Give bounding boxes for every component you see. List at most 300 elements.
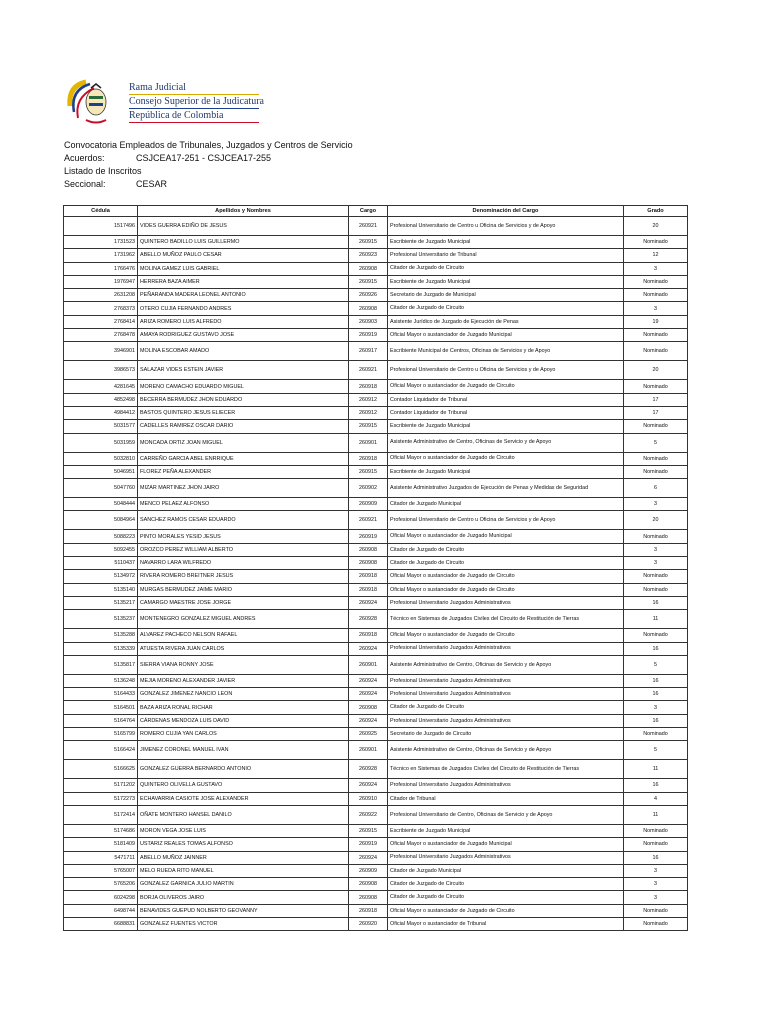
cell-grado: Nominado xyxy=(624,917,688,930)
inscritos-table xyxy=(63,205,688,931)
cell-grado: 20 xyxy=(624,511,688,530)
cell-nombre: GONZALEZ GARNICA JULIO MARTIN xyxy=(138,878,349,891)
cell-nombre: GONZALEZ JIMENEZ NANCIO LEON xyxy=(138,688,349,701)
cell-nombre: OROZCO PEREZ WILLIAM ALBERTO xyxy=(138,543,349,556)
table-row xyxy=(64,701,688,714)
cell-denominacion: Escribiente de Juzgado Municipal xyxy=(388,236,624,249)
cell-grado: 3 xyxy=(624,543,688,556)
cell-grado: Nominado xyxy=(624,838,688,851)
cell-cargo: 260925 xyxy=(349,728,388,741)
institution-name-3: República de Colombia xyxy=(129,110,224,121)
institution-name-1: Rama Judicial xyxy=(129,82,186,93)
acuerdos-label: Acuerdos: xyxy=(64,153,105,163)
table-row xyxy=(64,433,688,452)
cell-cargo: 260912 xyxy=(349,406,388,419)
cell-cedula: 5135339 xyxy=(64,642,138,655)
cell-cargo: 260901 xyxy=(349,741,388,760)
cell-grado: 3 xyxy=(624,878,688,891)
cell-cargo: 260915 xyxy=(349,420,388,433)
cell-nombre: BECERRA BERMUDEZ JHON EDUARDO xyxy=(138,393,349,406)
header-cedula: Cédula xyxy=(64,206,138,217)
cell-cedula: 5046951 xyxy=(64,465,138,478)
cell-nombre: MIZAR MARTINEZ JHON JAIRO xyxy=(138,479,349,498)
cell-nombre: MENCO PELAEZ ALFONSO xyxy=(138,498,349,511)
cell-grado: 5 xyxy=(624,655,688,674)
cell-cedula: 6024298 xyxy=(64,891,138,904)
cell-cedula: 1731523 xyxy=(64,236,138,249)
cell-denominacion: Oficial Mayor o sustanciador de Tribunal xyxy=(388,917,624,930)
cell-cargo: 260908 xyxy=(349,302,388,315)
cell-denominacion: Citador de Tribunal xyxy=(388,792,624,805)
table-row xyxy=(64,570,688,583)
cell-grado: 17 xyxy=(624,406,688,419)
cell-cargo: 260920 xyxy=(349,917,388,930)
cell-grado: Nominado xyxy=(624,236,688,249)
cell-denominacion: Profesional Universitario de Centro u Oficina de Servicios y de Apoyo xyxy=(388,511,624,530)
cell-grado: Nominado xyxy=(624,452,688,465)
cell-nombre: AMAYA RODRIGUEZ GUSTAVO JOSE xyxy=(138,329,349,342)
cell-denominacion: Técnico en Sistemas de Juzgados Civiles del Circuito de Restitución de Tierras xyxy=(388,760,624,779)
cell-grado: 11 xyxy=(624,610,688,629)
cell-cedula: 5765206 xyxy=(64,878,138,891)
cell-grado: 3 xyxy=(624,302,688,315)
cell-grado: Nominado xyxy=(624,329,688,342)
cell-grado: 3 xyxy=(624,891,688,904)
cell-denominacion: Oficial Mayor o sustanciador de Juzgado de Circuito xyxy=(388,904,624,917)
cell-cedula: 4281645 xyxy=(64,380,138,393)
cell-cargo: 260908 xyxy=(349,543,388,556)
cell-cedula: 3946901 xyxy=(64,342,138,361)
cell-nombre: RIVERA ROMERO BREITNER JESUS xyxy=(138,570,349,583)
table-row xyxy=(64,728,688,741)
cell-cedula: 5110437 xyxy=(64,557,138,570)
cell-nombre: ABELLO MUÑOZ JAINNER xyxy=(138,851,349,864)
cell-cargo: 260924 xyxy=(349,642,388,655)
cell-cedula: 2631208 xyxy=(64,289,138,302)
cell-denominacion: Secretario de Juzgado de Municipal xyxy=(388,289,624,302)
cell-grado: 19 xyxy=(624,315,688,328)
cell-grado: 16 xyxy=(624,596,688,609)
cell-denominacion: Profesional Universitario de Centro u Oficina de Servicios y de Apoyo xyxy=(388,217,624,236)
seccional-label: Seccional: xyxy=(64,179,106,189)
cell-nombre: QUINTERO OLIVELLA GUSTAVO xyxy=(138,779,349,792)
cell-denominacion: Escribiente Municipal de Centros, Oficinas de Servicios y de Apoyo xyxy=(388,342,624,361)
table-row xyxy=(64,904,688,917)
cell-cargo: 260917 xyxy=(349,342,388,361)
cell-cargo: 260922 xyxy=(349,805,388,824)
cell-cargo: 260908 xyxy=(349,557,388,570)
cell-grado: 11 xyxy=(624,805,688,824)
cell-grado: 3 xyxy=(624,498,688,511)
cell-grado: Nominado xyxy=(624,289,688,302)
cell-cedula: 1976947 xyxy=(64,275,138,288)
cell-cedula: 5174686 xyxy=(64,824,138,837)
cell-cedula: 5171202 xyxy=(64,779,138,792)
cell-cedula: 5135288 xyxy=(64,629,138,642)
table-row xyxy=(64,393,688,406)
cell-cargo: 260915 xyxy=(349,236,388,249)
cell-denominacion: Técnico en Sistemas de Juzgados Civiles del Circuito de Restitución de Tierras xyxy=(388,610,624,629)
cell-cargo: 260901 xyxy=(349,433,388,452)
table-row xyxy=(64,779,688,792)
cell-nombre: SANCHEZ RAMOS CESAR EDUARDO xyxy=(138,511,349,530)
table-row xyxy=(64,792,688,805)
cell-nombre: ALVAREZ PACHECO NELSON RAFAEL xyxy=(138,629,349,642)
cell-nombre: ATUESTA RIVERA JUAN CARLOS xyxy=(138,642,349,655)
cell-grado: Nominado xyxy=(624,420,688,433)
cell-grado: 16 xyxy=(624,642,688,655)
cell-cedula: 5172273 xyxy=(64,792,138,805)
cell-denominacion: Citador de Juzgado de Circuito xyxy=(388,543,624,556)
table-row xyxy=(64,878,688,891)
cell-cargo: 260924 xyxy=(349,851,388,864)
table-row xyxy=(64,380,688,393)
cell-denominacion: Asistente Jurídico de Juzgado de Ejecución de Penas xyxy=(388,315,624,328)
table-row xyxy=(64,674,688,687)
cell-nombre: BORJA OLIVEROS JAIRO xyxy=(138,891,349,904)
cell-cedula: 6688831 xyxy=(64,917,138,930)
cell-grado: Nominado xyxy=(624,465,688,478)
table-row xyxy=(64,236,688,249)
cell-nombre: CAMARGO MAESTRE JOSE JORGE xyxy=(138,596,349,609)
cell-nombre: SALAZAR VIDES ESTEIN JAVIER xyxy=(138,361,349,380)
cell-cedula: 5031577 xyxy=(64,420,138,433)
cell-cedula: 5136248 xyxy=(64,674,138,687)
cell-grado: 3 xyxy=(624,262,688,275)
cell-nombre: QUINTERO BADILLO LUIS GUILLERMO xyxy=(138,236,349,249)
cell-denominacion: Asistente Administrativo de Centro, Oficinas de Servicio y de Apoyo xyxy=(388,433,624,452)
table-row xyxy=(64,498,688,511)
cell-denominacion: Citador de Juzgado de Circuito xyxy=(388,557,624,570)
cell-cargo: 260924 xyxy=(349,596,388,609)
cell-denominacion: Contador Liquidador de Tribunal xyxy=(388,406,624,419)
table-row xyxy=(64,642,688,655)
table-row xyxy=(64,824,688,837)
cell-denominacion: Profesional Universitario Juzgados Administrativos xyxy=(388,779,624,792)
cell-denominacion: Escribiente de Juzgado Municipal xyxy=(388,824,624,837)
table-row xyxy=(64,583,688,596)
cell-grado: Nominado xyxy=(624,728,688,741)
cell-nombre: FLOREZ PEÑA ALEXANDER xyxy=(138,465,349,478)
cell-cargo: 260903 xyxy=(349,315,388,328)
cell-denominacion: Profesional Universitario de Centro, Oficinas de Servicio y de Apoyo xyxy=(388,805,624,824)
cell-cargo: 260915 xyxy=(349,275,388,288)
cell-cedula: 5471711 xyxy=(64,851,138,864)
cell-cargo: 260908 xyxy=(349,891,388,904)
cell-cargo: 260909 xyxy=(349,498,388,511)
cell-cedula: 3986573 xyxy=(64,361,138,380)
cell-cedula: 4852498 xyxy=(64,393,138,406)
cell-nombre: MONCADA ORTIZ JOAN MIGUEL xyxy=(138,433,349,452)
cell-denominacion: Oficial Mayor o sustanciador de Juzgado Municipal xyxy=(388,530,624,543)
cell-nombre: MEJIA MORENO ALEXANDER JAVIER xyxy=(138,674,349,687)
cell-denominacion: Citador de Juzgado de Circuito xyxy=(388,262,624,275)
cell-cargo: 260919 xyxy=(349,838,388,851)
header-nombres: Apellidos y Nombres xyxy=(138,206,349,217)
cell-denominacion: Citador de Juzgado de Circuito xyxy=(388,701,624,714)
cell-cedula: 2768478 xyxy=(64,329,138,342)
table-row xyxy=(64,557,688,570)
table-row xyxy=(64,838,688,851)
table-row xyxy=(64,851,688,864)
cell-cargo: 260918 xyxy=(349,570,388,583)
cell-denominacion: Oficial Mayor o sustanciador de Juzgado de Circuito xyxy=(388,629,624,642)
cell-cedula: 5135217 xyxy=(64,596,138,609)
cell-cargo: 260921 xyxy=(349,511,388,530)
cell-nombre: CARREÑO GARCIA ABEL ENRRIQUE xyxy=(138,452,349,465)
colombia-coat-of-arms-icon xyxy=(64,76,122,126)
cell-nombre: CADELLES RAMIREZ OSCAR DARIO xyxy=(138,420,349,433)
table-row xyxy=(64,610,688,629)
seccional-value: CESAR xyxy=(136,179,168,189)
acuerdos-value: CSJCEA17-251 - CSJCEA17-255 xyxy=(136,153,272,163)
cell-cargo: 260918 xyxy=(349,904,388,917)
cell-denominacion: Profesional Universitario Juzgados Administrativos xyxy=(388,714,624,727)
cell-grado: Nominado xyxy=(624,342,688,361)
cell-denominacion: Profesional Universitario Juzgados Administrativos xyxy=(388,688,624,701)
cell-cargo: 260910 xyxy=(349,792,388,805)
cell-denominacion: Asistente Administrativo de Centro, Oficinas de Servicio y de Apoyo xyxy=(388,741,624,760)
cell-grado: Nominado xyxy=(624,275,688,288)
table-body xyxy=(64,217,688,931)
cell-cargo: 260921 xyxy=(349,361,388,380)
cell-cargo: 260924 xyxy=(349,714,388,727)
cell-cedula: 1766476 xyxy=(64,262,138,275)
cell-grado: 16 xyxy=(624,714,688,727)
cell-cedula: 5135237 xyxy=(64,610,138,629)
cell-cedula: 5031959 xyxy=(64,433,138,452)
cell-grado: 5 xyxy=(624,433,688,452)
cell-denominacion: Oficial Mayor o sustanciador de Juzgado de Circuito xyxy=(388,380,624,393)
table-row xyxy=(64,289,688,302)
table-row xyxy=(64,805,688,824)
cell-grado: 20 xyxy=(624,217,688,236)
cell-cedula: 5048444 xyxy=(64,498,138,511)
cell-denominacion: Citador de Juzgado Municipal xyxy=(388,864,624,877)
cell-denominacion: Asistente Administrativo Juzgados de Ejecución de Penas y Medidas de Seguridad xyxy=(388,479,624,498)
cell-grado: 16 xyxy=(624,674,688,687)
cell-denominacion: Escribiente de Juzgado Municipal xyxy=(388,465,624,478)
cell-nombre: GONZALEZ FUENTES VICTOR xyxy=(138,917,349,930)
table-row xyxy=(64,530,688,543)
cell-grado: 3 xyxy=(624,701,688,714)
cell-grado: 11 xyxy=(624,760,688,779)
table-row xyxy=(64,596,688,609)
header-grado: Grado xyxy=(624,206,688,217)
cell-cargo: 260928 xyxy=(349,610,388,629)
cell-denominacion: Oficial Mayor o sustanciador de Juzgado de Circuito xyxy=(388,570,624,583)
cell-cargo: 260902 xyxy=(349,479,388,498)
cell-denominacion: Secretario de Juzgado de Circuito xyxy=(388,728,624,741)
cell-nombre: MOLINA GAMEZ LUIS GABRIEL xyxy=(138,262,349,275)
cell-nombre: MOLINA ESCOBAR AMADO xyxy=(138,342,349,361)
cell-denominacion: Citador de Juzgado Municipal xyxy=(388,498,624,511)
cell-cedula: 5088223 xyxy=(64,530,138,543)
cell-cedula: 5134972 xyxy=(64,570,138,583)
cell-denominacion: Profesional Universitario Juzgados Administrativos xyxy=(388,642,624,655)
cell-nombre: BASTOS QUINTERO JESUS ELIECER xyxy=(138,406,349,419)
cell-cargo: 260924 xyxy=(349,688,388,701)
cell-denominacion: Profesional Universitario Juzgados Administrativos xyxy=(388,851,624,864)
cell-nombre: USTARIZ REALES TOMAS ALFONSO xyxy=(138,838,349,851)
cell-nombre: ABELLO MUÑOZ PAULO CESAR xyxy=(138,249,349,262)
cell-grado: Nominado xyxy=(624,570,688,583)
cell-cargo: 260921 xyxy=(349,217,388,236)
cell-cedula: 5164433 xyxy=(64,688,138,701)
cell-nombre: NAVARRO LARA WILFREDO xyxy=(138,557,349,570)
cell-cedula: 5172414 xyxy=(64,805,138,824)
cell-nombre: VIDES GUERRA EDIÑO DE JESUS xyxy=(138,217,349,236)
cell-nombre: PINTO MORALES YESID JESUS xyxy=(138,530,349,543)
cell-nombre: ROMERO CUJIA YAN CARLOS xyxy=(138,728,349,741)
cell-cedula: 5092455 xyxy=(64,543,138,556)
cell-nombre: SIERRA VIANA RONNY JOSE xyxy=(138,655,349,674)
table-row xyxy=(64,543,688,556)
cell-cargo: 260926 xyxy=(349,289,388,302)
cell-cargo: 260918 xyxy=(349,629,388,642)
table-row xyxy=(64,760,688,779)
cell-cedula: 5084964 xyxy=(64,511,138,530)
cell-cedula: 1517496 xyxy=(64,217,138,236)
cell-nombre: OÑATE MONTERO HANSEL DANILO xyxy=(138,805,349,824)
cell-cedula: 2768373 xyxy=(64,302,138,315)
cell-cargo: 260901 xyxy=(349,655,388,674)
cell-cedula: 5166424 xyxy=(64,741,138,760)
cell-nombre: HERRERA BAZA AIMER xyxy=(138,275,349,288)
table-row xyxy=(64,302,688,315)
table-row xyxy=(64,452,688,465)
table-row xyxy=(64,465,688,478)
cell-grado: Nominado xyxy=(624,629,688,642)
cell-grado: Nominado xyxy=(624,380,688,393)
cell-cargo: 260908 xyxy=(349,262,388,275)
cell-nombre: OTERO CUJIA FERNANDO ANDRES xyxy=(138,302,349,315)
cell-grado: 3 xyxy=(624,557,688,570)
cell-grado: 17 xyxy=(624,393,688,406)
table-row xyxy=(64,329,688,342)
cell-denominacion: Oficial Mayor o sustanciador de Juzgado Municipal xyxy=(388,838,624,851)
cell-denominacion: Oficial Mayor o sustanciador de Juzgado Municipal xyxy=(388,329,624,342)
cell-nombre: JIMENEZ CORONEL MANUEL IVAN xyxy=(138,741,349,760)
table-header-row xyxy=(64,206,688,217)
cell-cedula: 5164501 xyxy=(64,701,138,714)
cell-denominacion: Escribiente de Juzgado Municipal xyxy=(388,420,624,433)
cell-cedula: 4984412 xyxy=(64,406,138,419)
institution-name-2: Consejo Superior de la Judicatura xyxy=(129,96,264,107)
table-row xyxy=(64,217,688,236)
cell-cargo: 260918 xyxy=(349,583,388,596)
cell-nombre: PEÑARANDA MADERA LEONEL ANTONIO xyxy=(138,289,349,302)
cell-grado: 16 xyxy=(624,779,688,792)
cell-denominacion: Escribiente de Juzgado Municipal xyxy=(388,275,624,288)
cell-cedula: 5135140 xyxy=(64,583,138,596)
cell-nombre: MELO RUEDA RITO MANUEL xyxy=(138,864,349,877)
cell-denominacion: Citador de Juzgado de Circuito xyxy=(388,878,624,891)
table-row xyxy=(64,342,688,361)
cell-cargo: 260919 xyxy=(349,329,388,342)
cell-cedula: 5165799 xyxy=(64,728,138,741)
cell-cedula: 5181409 xyxy=(64,838,138,851)
cell-cargo: 260924 xyxy=(349,674,388,687)
cell-cedula: 5765007 xyxy=(64,864,138,877)
cell-denominacion: Oficial Mayor o sustanciador de Juzgado de Circuito xyxy=(388,452,624,465)
cell-nombre: BENAVIDES GUEPUD NOLBERTO GEOVANNY xyxy=(138,904,349,917)
cell-cargo: 260924 xyxy=(349,779,388,792)
table-row xyxy=(64,249,688,262)
table-row xyxy=(64,262,688,275)
document-title: Convocatoria Empleados de Tribunales, Juzgados y Centros de Servicio xyxy=(64,140,353,150)
cell-grado: 3 xyxy=(624,864,688,877)
cell-grado: 12 xyxy=(624,249,688,262)
cell-cargo: 260923 xyxy=(349,249,388,262)
cell-denominacion: Citador de Juzgado de Circuito xyxy=(388,891,624,904)
cell-cargo: 260912 xyxy=(349,393,388,406)
cell-grado: 4 xyxy=(624,792,688,805)
cell-nombre: ECHAVARRIA CASIOTE JOSE ALEXANDER xyxy=(138,792,349,805)
cell-cargo: 260915 xyxy=(349,465,388,478)
cell-cedula: 5164764 xyxy=(64,714,138,727)
cell-denominacion: Asistente Administrativo de Centro, Oficinas de Servicio y de Apoyo xyxy=(388,655,624,674)
cell-cargo: 260908 xyxy=(349,878,388,891)
cell-grado: 16 xyxy=(624,688,688,701)
table-row xyxy=(64,406,688,419)
header-cargo: Cargo xyxy=(349,206,388,217)
table-row xyxy=(64,714,688,727)
cell-cedula: 5166625 xyxy=(64,760,138,779)
cell-cargo: 260928 xyxy=(349,760,388,779)
table-row xyxy=(64,511,688,530)
table-row xyxy=(64,420,688,433)
cell-cedula: 5047760 xyxy=(64,479,138,498)
table-row xyxy=(64,891,688,904)
cell-cargo: 260915 xyxy=(349,824,388,837)
cell-grado: 20 xyxy=(624,361,688,380)
cell-denominacion: Profesional Universitario de Centro u Oficina de Servicios y de Apoyo xyxy=(388,361,624,380)
cell-cargo: 260918 xyxy=(349,452,388,465)
cell-cargo: 260909 xyxy=(349,864,388,877)
header-denominacion: Denominación del Cargo xyxy=(388,206,624,217)
table-row xyxy=(64,917,688,930)
cell-grado: 16 xyxy=(624,851,688,864)
listado-label: Listado de Inscritos xyxy=(64,166,142,176)
cell-nombre: GONZALEZ GUERRA BERNARDO ANTONIO xyxy=(138,760,349,779)
cell-denominacion: Citador de Juzgado de Circuito xyxy=(388,302,624,315)
cell-cargo: 260919 xyxy=(349,530,388,543)
cell-nombre: MORENO CAMACHO EDUARDO MIGUEL xyxy=(138,380,349,393)
table-row xyxy=(64,688,688,701)
table-row xyxy=(64,361,688,380)
cell-denominacion: Contador Liquidador de Tribunal xyxy=(388,393,624,406)
cell-cedula: 6498744 xyxy=(64,904,138,917)
table-row xyxy=(64,315,688,328)
cell-grado: 5 xyxy=(624,741,688,760)
cell-nombre: MURGAS BERMUDEZ JAIME MARIO xyxy=(138,583,349,596)
cell-grado: 6 xyxy=(624,479,688,498)
cell-grado: Nominado xyxy=(624,583,688,596)
table-row xyxy=(64,629,688,642)
cell-cedula: 2768414 xyxy=(64,315,138,328)
cell-grado: Nominado xyxy=(624,904,688,917)
table-row xyxy=(64,479,688,498)
document-meta xyxy=(64,139,353,191)
cell-cedula: 5032810 xyxy=(64,452,138,465)
cell-cedula: 1731962 xyxy=(64,249,138,262)
cell-denominacion: Profesional Universitario Juzgados Administrativos xyxy=(388,674,624,687)
cell-nombre: MORON VEGA JOSE LUIS xyxy=(138,824,349,837)
cell-cargo: 260918 xyxy=(349,380,388,393)
table-row xyxy=(64,655,688,674)
cell-nombre: BAZA ARIZA RONAL RICHAR xyxy=(138,701,349,714)
